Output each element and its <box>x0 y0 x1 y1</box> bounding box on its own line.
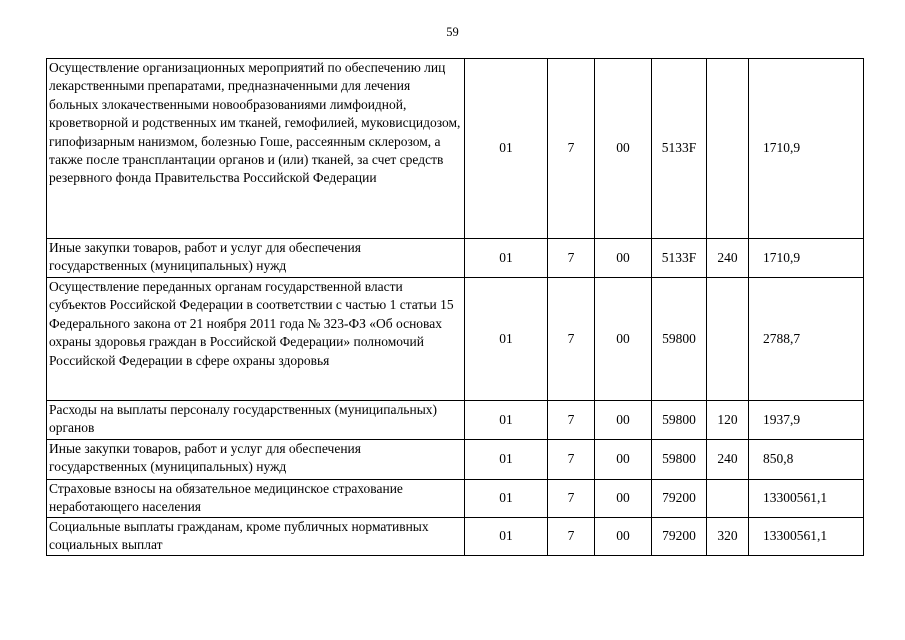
section-cell: 01 <box>465 59 548 239</box>
amount-cell: 13300561,1 <box>749 518 864 556</box>
table-row <box>47 59 864 239</box>
row-name: Иные закупки товаров, работ и услуг для обеспечения государственных (муниципальных) нужд <box>47 239 465 278</box>
item-cell: 00 <box>595 278 652 401</box>
code-cell: 59800 <box>652 278 707 401</box>
subsection-cell: 7 <box>548 440 595 480</box>
row-name: Иные закупки товаров, работ и услуг для обеспечения государственных (муниципальных) нужд <box>47 440 465 480</box>
section-cell: 01 <box>465 278 548 401</box>
row-name: Расходы на выплаты персоналу государственных (муниципальных) органов <box>47 401 465 440</box>
expense-type-cell: 240 <box>707 440 749 480</box>
item-cell: 00 <box>595 480 652 518</box>
code-cell: 79200 <box>652 518 707 556</box>
section-cell: 01 <box>465 401 548 440</box>
subsection-cell: 7 <box>548 239 595 278</box>
expense-type-cell <box>707 278 749 401</box>
section-cell: 01 <box>465 440 548 480</box>
table-row <box>47 239 864 278</box>
item-cell: 00 <box>595 440 652 480</box>
row-name: Осуществление организационных мероприятий по обеспечению лиц лекарственными препаратами, предназначенными для лечения больных злокачественными новообразованиями лимфоидной, кроветворной и родственных им тканей, гемофилией, муковисцидозом, гипофизарным нанизмом, болезнью Гоше, рассеянным склерозом, а также после трансплантации органов и (или) тканей, за счет средств резервного фонда Правительства Российской Федерации <box>47 59 465 239</box>
expense-type-cell <box>707 480 749 518</box>
subsection-cell: 7 <box>548 278 595 401</box>
amount-cell: 13300561,1 <box>749 480 864 518</box>
subsection-cell: 7 <box>548 59 595 239</box>
item-cell: 00 <box>595 59 652 239</box>
subsection-cell: 7 <box>548 518 595 556</box>
amount-cell: 1710,9 <box>749 59 864 239</box>
subsection-cell: 7 <box>548 401 595 440</box>
expense-type-cell: 240 <box>707 239 749 278</box>
item-cell: 00 <box>595 518 652 556</box>
code-cell: 59800 <box>652 401 707 440</box>
expense-type-cell: 120 <box>707 401 749 440</box>
budget-table <box>46 58 864 556</box>
code-cell: 5133F <box>652 239 707 278</box>
code-cell: 59800 <box>652 440 707 480</box>
amount-cell: 2788,7 <box>749 278 864 401</box>
table-row <box>47 518 864 556</box>
page-number: 59 <box>446 25 459 39</box>
expense-type-cell: 320 <box>707 518 749 556</box>
subsection-cell: 7 <box>548 480 595 518</box>
amount-cell: 1937,9 <box>749 401 864 440</box>
expense-type-cell <box>707 59 749 239</box>
table-row <box>47 401 864 440</box>
code-cell: 79200 <box>652 480 707 518</box>
row-name: Осуществление переданных органам государственной власти субъектов Российской Федерации в соответствии с частью 1 статьи 15 Федерального закона от 21 ноября 2011 года № 323-ФЗ «Об основах охраны здоровья граждан в Российской Федерации» полномочий Российской Федерации в сфере охраны здоровья <box>47 278 465 401</box>
code-cell: 5133F <box>652 59 707 239</box>
amount-cell: 1710,9 <box>749 239 864 278</box>
amount-cell: 850,8 <box>749 440 864 480</box>
table-row <box>47 278 864 401</box>
section-cell: 01 <box>465 480 548 518</box>
section-cell: 01 <box>465 518 548 556</box>
table-row <box>47 480 864 518</box>
table-row <box>47 440 864 480</box>
item-cell: 00 <box>595 401 652 440</box>
item-cell: 00 <box>595 239 652 278</box>
section-cell: 01 <box>465 239 548 278</box>
row-name: Страховые взносы на обязательное медицинское страхование неработающего населения <box>47 480 465 518</box>
row-name: Социальные выплаты гражданам, кроме публичных нормативных социальных выплат <box>47 518 465 556</box>
